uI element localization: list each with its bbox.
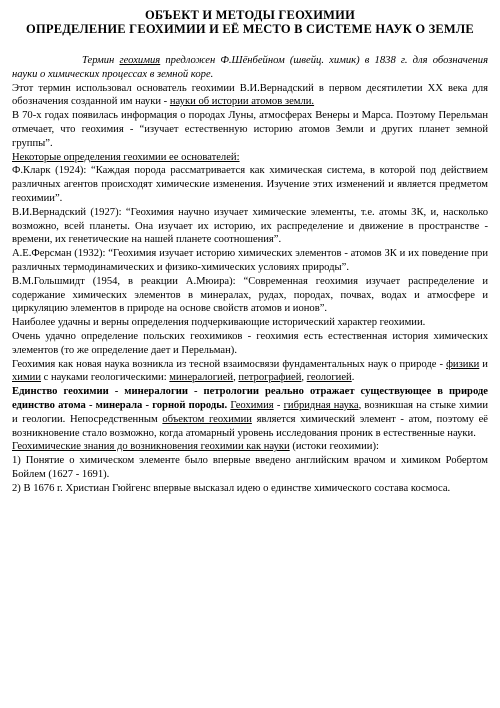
paragraph-text: -	[273, 399, 284, 411]
paragraph-vernadsky-term	[12, 82, 488, 110]
paragraph-text: является химический элемент - атом, поэтому её возникновение стало возможно, когда атомарный уровень исследования проник в естественные науки.	[12, 413, 488, 439]
paragraph-unity	[12, 385, 488, 440]
intro-paragraph	[12, 54, 488, 82]
definition-clark: Ф.Кларк (1924): “Каждая порода рассматривается как химическая система, в которой под действием различных агентов происходят химические изменения. Изучение этих изменений и является предметом геохимии”.	[12, 165, 488, 204]
paragraph-perelman: В 70-х годах появилась информация о породах Луны, атмосферах Венеры и Марса. Поэтому Перельман отмечает, что геохимия - “изучает естественную историю атомов Земли и других планет земной группы”.	[12, 110, 488, 149]
paragraph-polish-definition: Очень удачно определение польских геохимиков - геохимия есть естественная история химических элементов (то же определение дает и Перельман).	[12, 330, 488, 356]
bold-statement: Единство геохимии - минералогии - петрологии реально отражает существующее в природе единство атома - минерала - горной породы.	[12, 386, 488, 411]
definition-fersman: А.Е.Ферсман (1932): “Геохимия изучает историю химических элементов - атомов ЗК и их поведение при различных термодинамических и физико-химических условиях природы”.	[12, 248, 488, 273]
paragraph-origin	[12, 358, 488, 386]
intro-text-rest: предложен Ф.Шёнбейном (швейц. химик) в 1838 г. для обозначения науки о химических процессах в земной коре.	[12, 55, 488, 80]
paragraph-text: ,	[301, 372, 307, 384]
paragraph-best-definitions: Наиболее удачны и верны определения подчеркивающие исторический характер геохимии.	[12, 317, 426, 329]
underlined-physics: физики	[446, 358, 480, 370]
title-line-2: ОПРЕДЕЛЕНИЕ ГЕОХИМИИ И ЕЁ МЕСТО В СИСТЕМЕ НАУК О ЗЕМЛЕ	[26, 22, 474, 36]
underlined-hybrid-science: гибридная наука	[283, 399, 359, 411]
underlined-mineralogy: минералогией	[169, 372, 234, 384]
definition-goldschmidt: В.М.Гольшмидт (1954, в реакции А.Мюира): “Современная геохимия изучает распределение и содержание химических элементов в минералах, рудах, породах, почвах, водах и атмосфере и циркуляцию элементов в природе на основе свойств атомов и ионов”.	[12, 275, 488, 315]
paragraph-text: Геохимия как новая наука возникла из тесной взаимосвязи фундаментальных наук о природе -	[12, 358, 447, 370]
definition-vernadsky: В.И.Вернадский (1927): “Геохимия научно изучает химические элементы, т.е. атомы ЗК, и, насколько возможно, всей планеты. Она изучает их историю, их распределение и движение в пространстве - времени, их генетические на нашей планете соотношения”.	[12, 206, 488, 246]
underlined-heading: Геохимические знания до возникновения геохимии как науки	[12, 441, 290, 453]
origin-item-2: 2) В 1676 г. Христиан Гюйгенс впервые высказал идею о единстве химического состава космоса.	[12, 482, 451, 494]
title-line-1: ОБЪЕКТ И МЕТОДЫ ГЕОХИМИИ	[144, 8, 356, 22]
underlined-chemistry: химии	[12, 372, 42, 384]
origin-item-1: 1) Понятие о химическом элементе было впервые введено английским врачом и химиком Робертом Бойлем (1627 - 1691).	[12, 455, 488, 480]
underlined-geology: геологией	[306, 372, 352, 384]
origins-heading	[12, 440, 488, 454]
paragraph-text: ,	[233, 372, 239, 384]
underlined-petrography: петрографией	[238, 372, 302, 384]
definitions-heading: Некоторые определения геохимии ее основателей:	[12, 151, 240, 163]
paragraph-text: и	[479, 358, 488, 370]
paragraph-text: .	[351, 372, 355, 384]
intro-text: Термин	[82, 55, 120, 66]
paragraph-text: Этот термин использовал основатель геохимии В.И.Вернадский в первом десятилетии XX века для обозначения созданной им науки -	[12, 82, 488, 108]
underlined-phrase: науки об истории атомов земли.	[169, 96, 315, 108]
underlined-object: объектом геохимии	[162, 413, 252, 425]
paragraph-text: , возникшая на стыке химии и геологии. Непосредственным	[12, 399, 488, 425]
underlined-geochemistry: Геохимия	[230, 399, 274, 411]
heading-suffix: (истоки геохимии):	[289, 441, 379, 453]
page-title	[12, 8, 488, 36]
term-geochemistry: геохимия	[119, 55, 161, 66]
paragraph-text: с науками геологическими:	[41, 372, 170, 384]
